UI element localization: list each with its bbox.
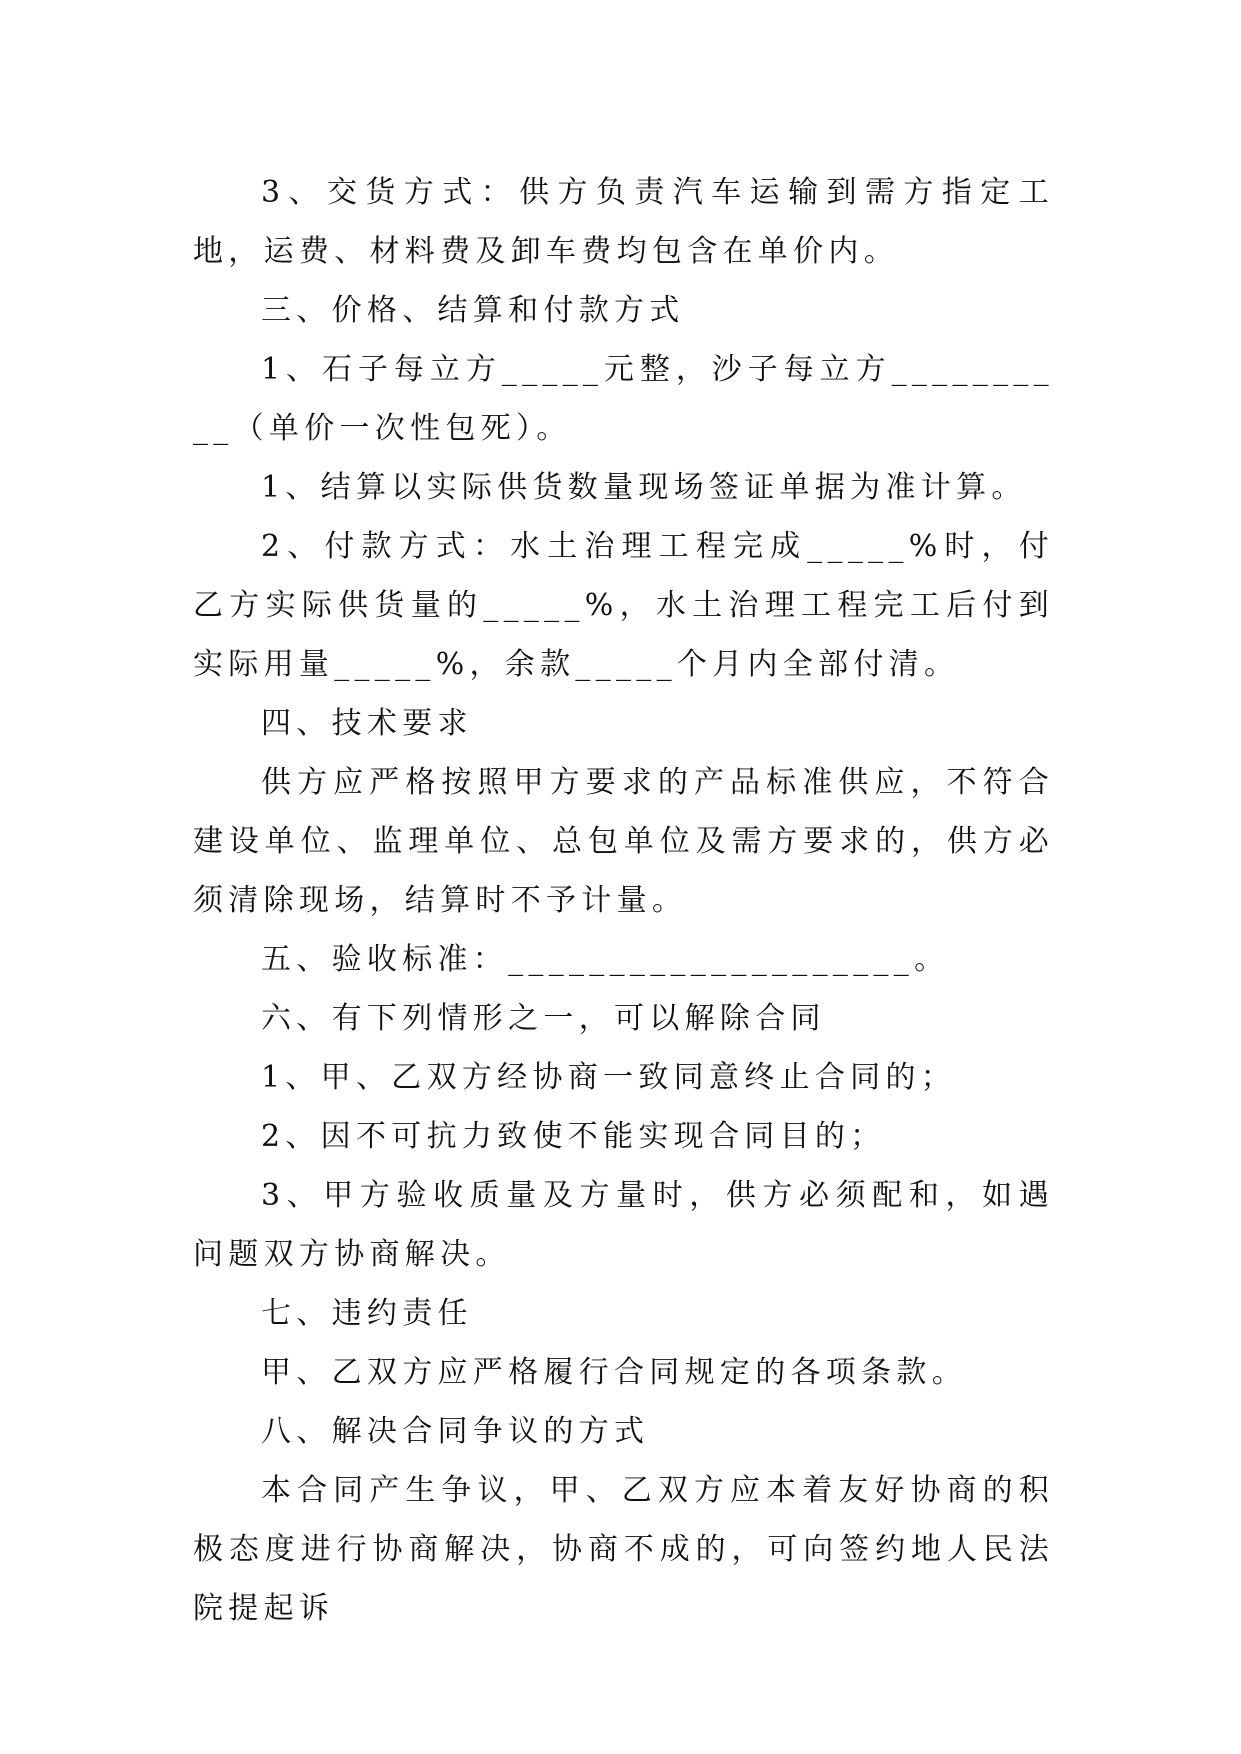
section-heading-dispute-resolution: 八、解决合同争议的方式 (261, 1414, 650, 1449)
section-heading-termination: 六、有下列情形之一，可以解除合同 (261, 1001, 826, 1036)
clause-termination-force-majeure: 2、因不可抗力致使不能实现合同目的； (261, 1119, 886, 1154)
clause-termination-mutual-agreement: 1、甲、乙双方经协商一致同意终止合同的； (261, 1060, 957, 1095)
clause-technical-requirements: 供方应严格按照甲方要求的产品标准供应，不符合建设单位、监理单位、总包单位及需方要求的，供方必须清除现场，结算时不予计量。 (193, 765, 1054, 918)
clause-payment-method: 2、付款方式：水土治理工程完成_____%时，付乙方实际供货量的_____%，水土治理工程完工后付到实际用量_____%，余款_____个月内全部付清。 (193, 529, 1054, 682)
clause-settlement-basis: 1、结算以实际供货数量现场签证单据为准计算。 (261, 470, 1027, 505)
section-heading-breach-liability: 七、违约责任 (261, 1296, 473, 1331)
clause-breach-liability: 甲、乙双方应严格履行合同规定的各项条款。 (261, 1355, 967, 1390)
section-heading-price-settlement-payment: 三、价格、结算和付款方式 (261, 293, 685, 328)
contract-body (193, 163, 1054, 1638)
clause-delivery-method: 3、交货方式：供方负责汽车运输到需方指定工地，运费、材料费及卸车费均包含在单价内。 (193, 175, 1054, 269)
section-acceptance-standard: 五、验收标准：____________________。 (261, 942, 950, 977)
clause-termination-inspection: 3、甲方验收质量及方量时，供方必须配和，如遇问题双方协商解决。 (193, 1178, 1054, 1272)
clause-unit-price: 1、石子每立方_____元整，沙子每立方__________（单价一次性包死）。 (193, 352, 1054, 446)
clause-dispute-resolution: 本合同产生争议，甲、乙双方应本着友好协商的积极态度进行协商解决，协商不成的，可向签约地人民法院提起诉 (193, 1473, 1054, 1626)
section-heading-technical-requirements: 四、技术要求 (261, 706, 473, 741)
